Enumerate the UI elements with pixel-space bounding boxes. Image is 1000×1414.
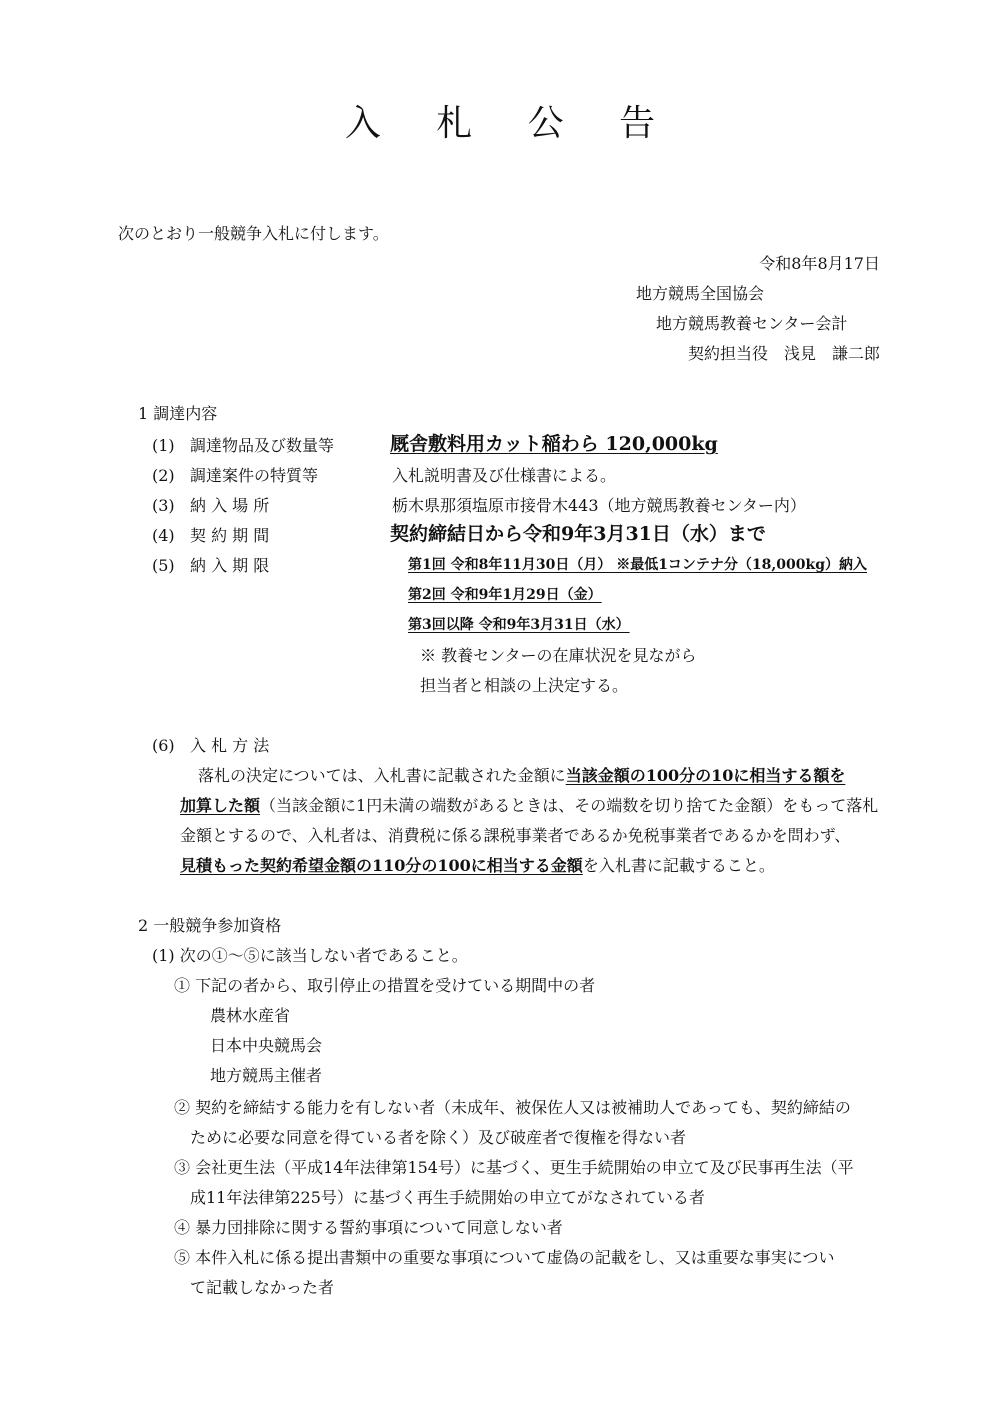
delivery-round2: 第2回 令和9年1月29日（金） [408,587,602,603]
org-jra: 日本中央競馬会 [210,1036,323,1055]
delivery-note2: 担当者と相談の上決定する。 [420,676,629,695]
eligibility-item5-line2: て記載しなかった者 [190,1278,335,1297]
eligibility-item4: ④ 暴力団排除に関する誓約事項について同意しない者 [174,1218,563,1237]
bid-paragraph-line3: 金額とするので、入札者は、消費税に係る課税事業者であるか免税事業者であるかを問わず、 [180,826,851,845]
item1-num: (1) [152,436,175,455]
item5-label: 納 入 期 限 [190,556,270,575]
eligibility-item2-line2: ために必要な同意を得ている者を除く）及び破産者で復権を得ない者 [190,1128,687,1147]
item2-num: (2) [152,466,175,485]
bid-line2-text: （当該金額に1円未満の端数があるときは、その端数を切り捨てた金額）をもって落札 [260,796,879,815]
item2-label: 調達案件の特質等 [190,466,319,485]
section2-sub1: (1) 次の①～⑤に該当しない者であること。 [152,946,468,965]
bid-line1-emphasis: 当該金額の100分の10に相当する額を [565,766,846,785]
bid-paragraph-line1 [198,768,845,784]
eligibility-item5-line1: ⑤ 本件入札に係る提出書類中の重要な事項について虚偽の記載をし、又は重要な事実につい [174,1248,835,1267]
org-local-racing: 地方競馬主催者 [210,1066,323,1085]
issuer-dept: 地方競馬教養センター会計 [656,314,848,333]
issuer-officer: 契約担当役 浅見 謙二郎 [687,344,880,363]
item4-num: (4) [152,526,175,545]
item3-value: 栃木県那須塩原市接骨木443（地方競馬教養センター内） [392,496,806,515]
item1-label: 調達物品及び数量等 [190,436,335,455]
bid-line2-emphasis: 加算した額 [180,796,261,815]
delivery-round3: 第3回以降 令和9年3月31日（水） [408,617,630,633]
section2-heading: 2 一般競争参加資格 [138,916,282,935]
bid-paragraph-line2 [180,798,878,814]
section1-heading: 1 調達内容 [138,404,218,423]
intro-text: 次のとおり一般競争入札に付します。 [118,224,389,243]
item5-num: (5) [152,556,175,575]
page-title: 入 札 公 告 [344,103,678,144]
item2-value: 入札説明書及び仕様書による。 [392,466,617,485]
org-maff: 農林水産省 [210,1006,291,1025]
item3-num: (3) [152,496,175,515]
issuer-org: 地方競馬全国協会 [636,284,765,303]
eligibility-item1: ① 下記の者から、取引停止の措置を受けている期間中の者 [174,976,596,995]
delivery-note1: ※ 教養センターの在庫状況を見ながら [420,646,697,665]
item6-num: (6) [152,736,175,755]
delivery-round1: 第1回 令和8年11月30日（月） ※最低1コンテナ分（18,000kg）納入 [408,557,868,573]
eligibility-item2-line1: ② 契約を締結する能力を有しない者（未成年、被保佐人又は被補助人であっても、契約締結の [174,1098,851,1117]
bid-paragraph-line4 [180,858,775,874]
item4-label: 契 約 期 間 [190,526,270,545]
item3-label: 納 入 場 所 [190,496,270,515]
item1-value: 厩舎敷料用カット稲わら 120,000kg [390,433,718,455]
item6-label: 入 札 方 法 [190,736,270,755]
bid-line1-text: 落札の決定については、入札書に記載された金額に [198,766,566,785]
eligibility-item3-line2: 成11年法律第225号）に基づく再生手続開始の申立てがなされている者 [190,1188,705,1207]
eligibility-item3-line1: ③ 会社更生法（平成14年法律第154号）に基づく、更生手続開始の申立て及び民事再生法（平 [174,1158,854,1177]
item4-value: 契約締結日から令和9年3月31日（水）まで [390,523,766,545]
notice-date: 令和8年8月17日 [759,254,880,273]
bid-line4-emphasis: 見積もった契約希望金額の110分の100に相当する金額 [180,856,583,875]
bid-line4-text: を入札書に記載すること。 [582,856,775,875]
